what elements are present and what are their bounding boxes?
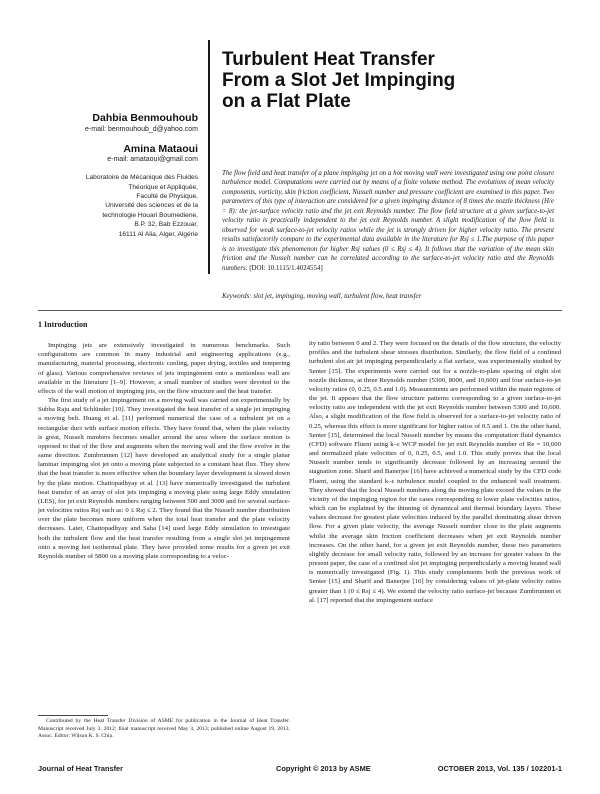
section-heading: 1 Introduction (38, 320, 88, 329)
author-name-1: Dahbia Benmouhoub (92, 112, 198, 124)
footer-issue: OCTOBER 2013, Vol. 135 / 102201-1 (437, 764, 562, 773)
abstract-text: The flow field and heat transfer of a plane impinging jet on a hot moving wall were investigated using one point closure turbulence model. Computations were carried out by means of a finite volume method. The evolutions of mean velocity components, vorticity, skin friction coefficient, Nusselt number and pressure coefficient are examined in this paper. Two parameters of this type of interaction are considered for a given impinging distance of 8 times the nozzle thickness (H/e = 8): the jet-surface velocity ratio and the jet exit Reynolds number. The flow field structure at a given surface-to-jet velocity ratio is practically independent to the jet exit Reynolds number. A slight modification of the flow field is observed for weak surface-to-jet velocity ratios while the jet is strongly driven for higher velocity ratio. The present results satisfactorily compare to the experimental data available in the literature for Rsj ≤ 1.The purpose of this paper is to investigate this phenomenon for higher Rsj values (0 ≤ Rsj ≤ 4). It follows that the variation of the mean skin friction and the Nusselt number can be correlated according to the surface-to-jet velocity ratio and the Reynolds numbers. (222, 170, 554, 272)
author-name-2: Amina Mataoui (123, 142, 198, 155)
footer-copyright: Copyright © 2013 by ASME (276, 764, 371, 773)
author-email-2[interactable]: e-mail: amataoui@gmail.com (107, 156, 198, 164)
affiliation-line: Laboratoire de Mécanique des Fluides (85, 174, 198, 182)
abstract (222, 169, 554, 273)
title-line: Turbulent Heat Transfer (222, 49, 435, 70)
doi-link[interactable]: [DOI: 10.1115/1.4024554] (249, 264, 323, 272)
paragraph: ity ratio between 0 and 2. They were focused on the details of the flow structure, the velocity profiles and the turbulent shear stresses distribution. Similarly, the flow field of a confined turbulent slot air jet impinging perpendicularly a flat surface, was experimentally studied by Senter [15]. The experiments were carried out for a nozzle-to-plate spacing of eight slot nozzle thickness, at three Reynolds number (5300, 8000, and 10,600) and four surface-to-jet velocity ratios (0, 0.25, 0.5 and 1.0). Measurements are performed within the main regions of the jet. It appears that the flow structure patterns corresponding to a given surface-to-jet velocity ratio are independent with the jet exit Reynolds number between 5300 and 10,600. Also, a slight modification of the flow field is observed for a surface-to-jet velocity ratio of 0.25, whereas this effect is more significant for higher ratios of 0.5 and 1. On the other hand, Senter [15], determined the local Nusselt number by means the computation fluid dynamics (CFD) software Fluent using k–ε WCP model for jet exit Reynolds number of Re = 10,600 and normalized plate velocities of 0, 0.25, 0.5, and 1.0. This study proves that the local Nusselt number tends to significantly decrease followed by an increasing around the stagnation zone. Sharif and Banerjee [16] have achieved a numerical study by the CFD code Fluent, using the standard k–ε turbulence model coupled to the enhanced wall treatment. They showed that the local Nusselt numbers along the moving plate exceed the values in the vicinity of the impinging region for the cases corresponding to lower plate velocities ratios, which can be explained by the thinning of dynamical and thermal boundary layers. These values decrease for greatest plate velocities induced by the parallel dominating shear driven flow. For a given plate velocity, the average Nusselt number close to the plate augments whilst the average skin friction coefficient decreases when jet exit Reynolds number increases. On the other hand, for a given jet exit Reynolds number, these two parameters slightly decrease for small velocity ratio, followed by an increase for greater values In the present paper, the case of a confined slot jet impinging perpendicularly a moving heated wall is numerically investigated (Fig. 1). This study complements both the previous work of Senter [15] and Sharif and Banerjee [16] by considering values of jet-plate velocity ratios greater than 1 (0 ≤ Rsj ≤ 4). We extend the velocity ratio surface-jet because Zumbrunnen et al. [17] reported that the impingement surface (309, 340, 561, 604)
paragraph: Impinging jets are extensively investigated in numerous benchmarks. Such configurations are common in many industrial and engineering applications (e.g., manufacturing, material processing, electronic cooling, paper drying, textiles and tempering of glass). Various comprehensive reviews of jets impingement onto a motionless wall are available in the literature [1–9]. However, a small number of studies were devoted to the effects of the wall motion of impinging jets, on the flow structure and the heat transfer. (38, 342, 290, 395)
horizontal-divider (38, 310, 562, 311)
title-line: From a Slot Jet Impinging (222, 69, 456, 91)
keywords-text: slot jet, impinging, moving wall, turbulent flow, heat transfer (253, 293, 422, 300)
affiliation-line: 16111 Al Alia, Alger, Algérie (118, 230, 198, 238)
keywords-label: Keywords: (222, 293, 252, 300)
affiliation-line: Faculté de Physique, (136, 193, 198, 201)
author-block (38, 112, 198, 239)
affiliation-line: B.P. 32, Bab Ezzouar, (134, 221, 198, 229)
affiliation-line: technologie Houari Boumediene, (102, 211, 198, 219)
body-column-left (38, 341, 290, 561)
affiliation-line: Université des sciences et de la (105, 202, 198, 210)
footnote-divider (38, 715, 108, 716)
title-line: on a Flat Plate (222, 90, 351, 112)
footer-journal: Journal of Heat Transfer (38, 764, 124, 773)
affiliation (38, 173, 198, 239)
paragraph: The first study of a jet impingement on a moving wall was carried out experimentally by Subba Raju and Schlünder [10]. They investigated the heat transfer of a single jet impinging a moving belt. Huang et al. [11] performed numerical the case of a turbulent jet on a rectangular duct with surface motion effects. They have found that, when the plate velocity is great, Nusselt numbers becomes smaller around the area where the surface motion is opposed to that of the flow and augments when the moving wall and the flow evolve in the same direction. Zumbrunnen [12] have developed an analytical study for a single planar laminar impinging slot jet onto a moving plate subjected to a constant heat flux. They show that the heat transfer is more effective when the boundary layer development is slowed down by the plate motion. Chattopadhyay et al. [13] have numerically investigated the turbulent heat transfer of an array of slot jets impinging a moving plate using large Eddy simulation (LES), for jet exit Reynolds numbers ranging between 500 and 3000 and for several surface-jet velocities ratios Rsj such as: 0 ≤ Rsj ≤ 2. They found that the Nusselt number distribution over the plate becomes more uniform when the total heat transfer and the plate velocity decreases. Later, Chattopadhyay and Saha [14] used large Eddy simulation to investigate both the turbulent flow and the heat transfer resulting from a single slot jet impingement onto a moving hot isothermal plate. They have provided some results for a given jet exit Reynolds number of 5800 on a moving plate corresponding to a veloc- (38, 397, 290, 560)
keywords (222, 293, 554, 300)
author-email-1[interactable]: e-mail: benmouhoub_d@yahoo.com (85, 125, 198, 133)
body-column-right (309, 339, 561, 605)
vertical-divider (208, 40, 210, 274)
footnote: Contributed by the Heat Transfer Division of ASME for publication in the Journal of Heat Transfer. Manuscript received July 3, 2012; final manuscript received May 3, 2013; published online August 19, 2013. Assoc. Editor: Wilson K. S. Chiu. (38, 718, 290, 740)
affiliation-line: Théorique et Appliquée, (128, 183, 198, 191)
paper-title (222, 50, 552, 113)
